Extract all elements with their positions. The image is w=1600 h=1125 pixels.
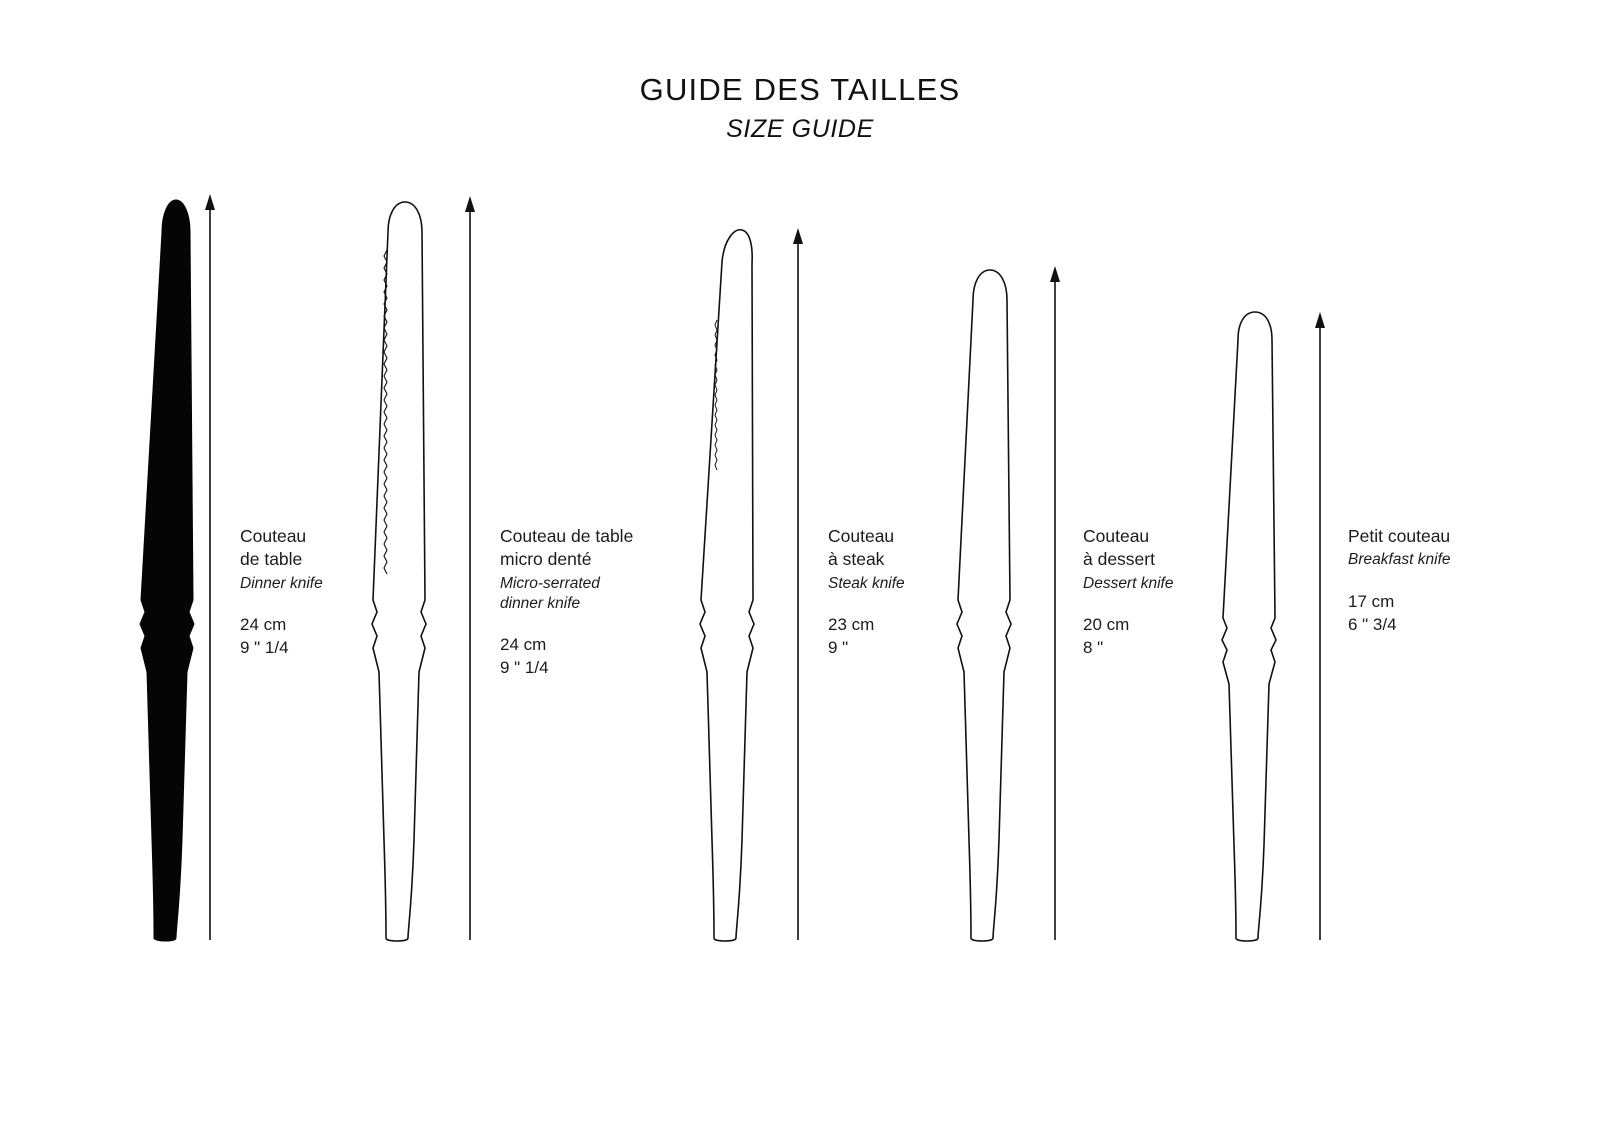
breakfast-knife-labels	[1348, 525, 1451, 637]
dinner-knife-name-fr-line1: Couteau	[240, 526, 307, 546]
dinner-knife-name-en: Dinner knife	[240, 574, 323, 592]
micro-serrated-knife-measure-arrow	[365, 0, 625, 1000]
dessert-knife-labels	[1083, 525, 1173, 660]
steak-knife-name-en: Steak knife	[828, 574, 905, 592]
dessert-knife-name-en: Dessert knife	[1083, 574, 1174, 592]
dinner-knife-size-cm: 24 cm	[240, 614, 287, 634]
breakfast-knife-name-fr: Petit couteau	[1348, 526, 1451, 546]
micro-serrated-knife-labels	[500, 525, 633, 680]
steak-knife-size-in: 9 "	[828, 637, 849, 657]
steak-knife-name-fr-line1: Couteau	[828, 526, 895, 546]
micro-serrated-knife-size-cm: 24 cm	[500, 635, 547, 655]
page-title-en: SIZE GUIDE	[726, 114, 874, 143]
breakfast-knife-name-en: Breakfast knife	[1348, 551, 1451, 569]
micro-serrated-knife-name-fr-line2: micro denté	[500, 549, 592, 570]
dessert-knife-measure-arrow	[950, 0, 1210, 1000]
micro-serrated-knife-name-en-line2: dinner knife	[500, 594, 581, 612]
dessert-knife-name-fr-line2: à dessert	[1083, 549, 1155, 570]
micro-serrated-knife-name-fr-line1: Couteau de table	[500, 526, 634, 546]
knife-column-micro-serrated	[365, 0, 634, 1125]
knife-column-dinner	[110, 0, 370, 1125]
knife-column-steak	[690, 0, 950, 1125]
steak-knife-measure-arrow	[690, 0, 950, 1000]
dinner-knife-measure-arrow	[110, 0, 370, 1000]
dinner-knife-name-fr-line2: de table	[240, 549, 303, 570]
knife-column-breakfast	[1215, 0, 1485, 1125]
steak-knife-name-fr-line2: à steak	[828, 549, 885, 570]
breakfast-knife-measure-arrow	[1215, 0, 1485, 1000]
dessert-knife-name-fr-line1: Couteau	[1083, 526, 1150, 546]
micro-serrated-knife-size-in: 9 " 1/4	[500, 658, 549, 678]
micro-serrated-knife-name-en-line1: Micro-serrated	[500, 574, 600, 592]
breakfast-knife-size-in: 6 " 3/4	[1348, 614, 1397, 634]
steak-knife-size-cm: 23 cm	[828, 614, 875, 634]
steak-knife-labels	[828, 525, 905, 660]
dessert-knife-size-in: 8 "	[1083, 637, 1104, 657]
dinner-knife-size-in: 9 " 1/4	[240, 637, 289, 657]
breakfast-knife-size-cm: 17 cm	[1348, 591, 1395, 611]
dinner-knife-labels	[240, 525, 323, 660]
page-title-fr: GUIDE DES TAILLES	[639, 72, 961, 107]
dessert-knife-size-cm: 20 cm	[1083, 614, 1130, 634]
knife-column-dessert	[950, 0, 1210, 1125]
